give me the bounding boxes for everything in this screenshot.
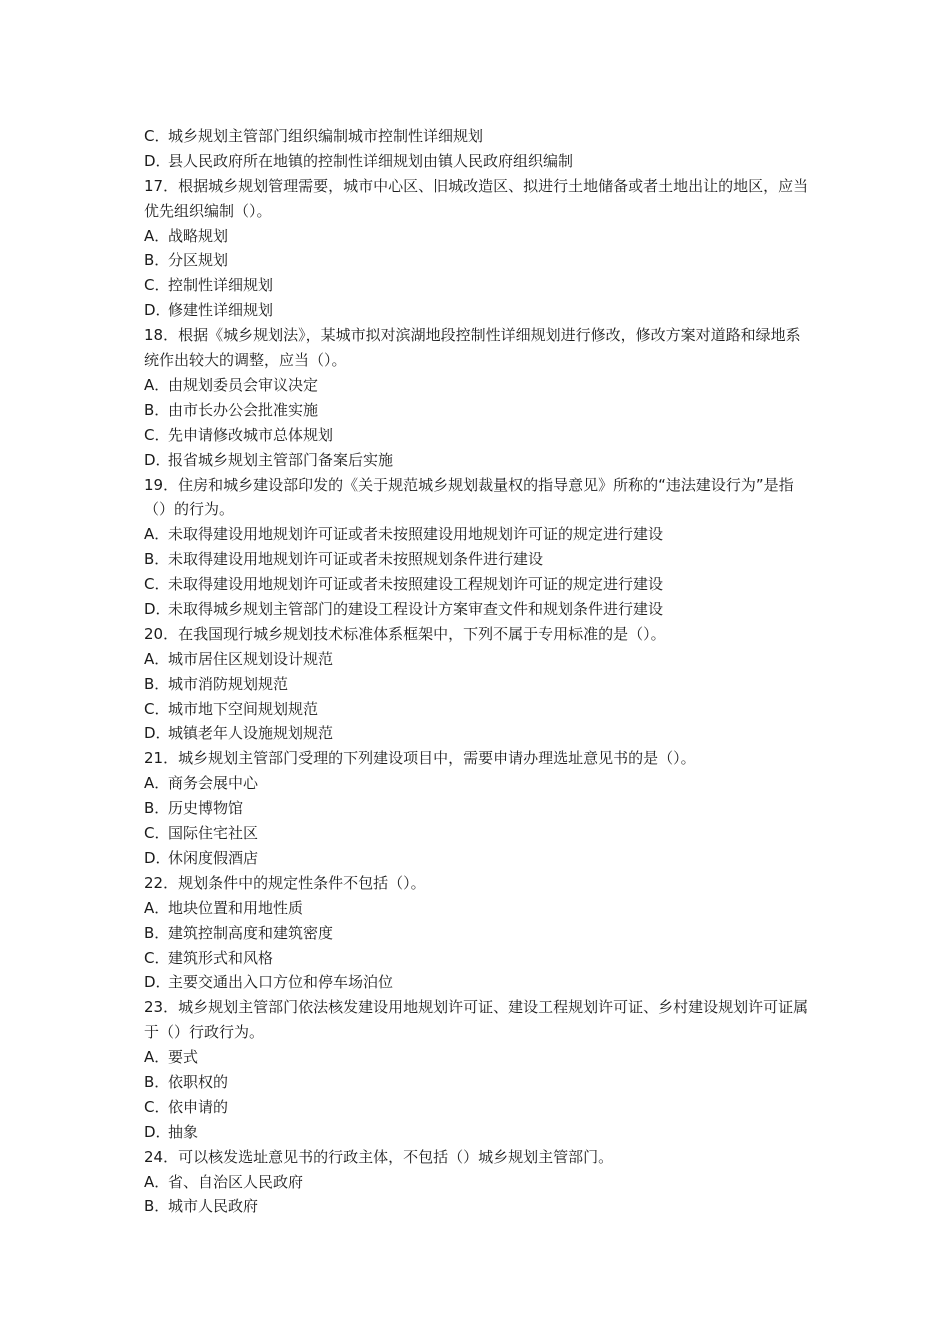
option-text: 未取得建设用地规划许可证或者未按照建设用地规划许可证的规定进行建设 [168,525,664,544]
answer-option [144,846,814,871]
option-letter: D． [144,1122,171,1141]
option-letter: B． [144,799,170,818]
answer-option [144,647,814,672]
option-text: 控制性详细规划 [168,276,274,295]
option-text: 抽象 [168,1122,199,1141]
question-list [144,124,814,1219]
answer-option [144,522,814,547]
option-letter: A． [144,375,170,394]
option-letter: C． [144,127,170,145]
option-letter: C． [144,425,170,444]
option-letter: B． [144,674,170,693]
answer-option [144,796,814,821]
option-letter: B． [144,400,170,419]
option-text: 城市人民政府 [168,1197,259,1216]
option-letter: D． [144,450,171,469]
answer-option [144,298,814,323]
option-letter: C． [144,699,170,718]
answer-option [144,597,814,622]
answer-option [144,224,814,249]
option-text: 要式 [168,1048,199,1067]
option-letter: A． [144,774,170,793]
option-letter: A． [144,525,170,544]
option-letter: B． [144,1197,170,1216]
option-text: 报省城乡规划主管部门备案后实施 [168,450,394,469]
answer-option [144,373,814,398]
answer-option [144,721,814,746]
option-text: 分区规划 [168,251,229,270]
answer-option [144,572,814,597]
option-letter: D． [144,151,171,170]
option-text: 国际住宅社区 [168,824,259,843]
option-text: 未取得城乡规划主管部门的建设工程设计方案审查文件和规划条件进行建设 [168,600,664,619]
question-text: 19．住房和城乡建设部印发的《关于规范城乡规划裁量权的指导意见》所称的“违法建设行为”是指（）的行为。 [144,475,794,519]
option-text: 城乡规划主管部门组织编制城市控制性详细规划 [168,127,484,145]
answer-option [144,1194,814,1219]
option-letter: D． [144,724,171,743]
answer-option [144,1170,814,1195]
question-text: 24．可以核发选址意见书的行政主体，不包括（）城乡规划主管部门。 [144,1147,614,1166]
question-text: 21．城乡规划主管部门受理的下列建设项目中，需要申请办理选址意见书的是（）。 [144,749,696,768]
option-letter: A． [144,226,170,245]
option-letter: D． [144,848,171,867]
option-text: 城镇老年人设施规划规范 [168,724,334,743]
option-text: 城市消防规划规范 [168,674,289,693]
answer-option [144,1120,814,1145]
question-text: 17．根据城乡规划管理需要，城市中心区、旧城改造区、拟进行土地储备或者土地出让的地区，应当优先组织编制（）。 [144,176,809,220]
answer-option [144,149,814,174]
option-text: 城市居住区规划设计规范 [168,649,334,668]
answer-option [144,821,814,846]
answer-option [144,1070,814,1095]
option-text: 城市地下空间规划规范 [168,699,319,718]
question-text: 20．在我国现行城乡规划技术标准体系框架中，下列不属于专用标准的是（）。 [144,624,666,643]
option-letter: C． [144,824,170,843]
answer-option [144,1045,814,1070]
answer-option [144,672,814,697]
option-text: 休闲度假酒店 [168,848,259,867]
answer-option [144,1095,814,1120]
option-text: 商务会展中心 [168,774,259,793]
answer-option [144,398,814,423]
answer-option [144,273,814,298]
option-text: 由规划委员会审议决定 [168,375,319,394]
option-letter: B． [144,923,170,942]
option-text: 依申请的 [168,1097,229,1116]
answer-option [144,448,814,473]
option-text: 历史博物馆 [168,799,244,818]
option-letter: B． [144,251,170,270]
answer-option [144,946,814,971]
option-letter: A． [144,1048,170,1067]
option-text: 由市长办公会批准实施 [168,400,319,419]
answer-option [144,771,814,796]
option-letter: C． [144,1097,170,1116]
option-letter: A． [144,898,170,917]
option-text: 修建性详细规划 [168,301,274,320]
option-letter: D． [144,973,171,992]
option-text: 建筑控制高度和建筑密度 [168,923,334,942]
option-letter: A． [144,649,170,668]
answer-option [144,921,814,946]
option-letter: A． [144,1172,170,1191]
answer-option [144,124,814,149]
option-text: 先申请修改城市总体规划 [168,425,334,444]
answer-option [144,423,814,448]
answer-option [144,248,814,273]
option-text: 省、自治区人民政府 [168,1172,304,1191]
answer-option [144,970,814,995]
option-letter: B． [144,1073,170,1092]
option-letter: C． [144,276,170,295]
option-text: 地块位置和用地性质 [168,898,304,917]
answer-option [144,896,814,921]
question-text: 23．城乡规划主管部门依法核发建设用地规划许可证、建设工程规划许可证、乡村建设规划许可证属于（）行政行为。 [144,998,809,1042]
option-letter: B． [144,550,170,569]
answer-option [144,547,814,572]
answer-option [144,697,814,722]
option-letter: C． [144,948,170,967]
option-text: 建筑形式和风格 [168,948,274,967]
option-letter: D． [144,600,171,619]
option-letter: C． [144,575,170,594]
question-text: 22．规划条件中的规定性条件不包括（）。 [144,873,426,892]
option-text: 主要交通出入口方位和停车场泊位 [168,973,394,992]
question-text: 18．根据《城乡规划法》，某城市拟对滨湖地段控制性详细规划进行修改，修改方案对道路和绿地系统作出较大的调整，应当（）。 [144,326,801,370]
option-letter: D． [144,301,171,320]
option-text: 未取得建设用地规划许可证或者未按照建设工程规划许可证的规定进行建设 [168,575,664,594]
option-text: 依职权的 [168,1073,229,1092]
option-text: 未取得建设用地规划许可证或者未按照规划条件进行建设 [168,550,544,569]
option-text: 战略规划 [168,226,229,245]
option-text: 县人民政府所在地镇的控制性详细规划由镇人民政府组织编制 [168,151,574,170]
